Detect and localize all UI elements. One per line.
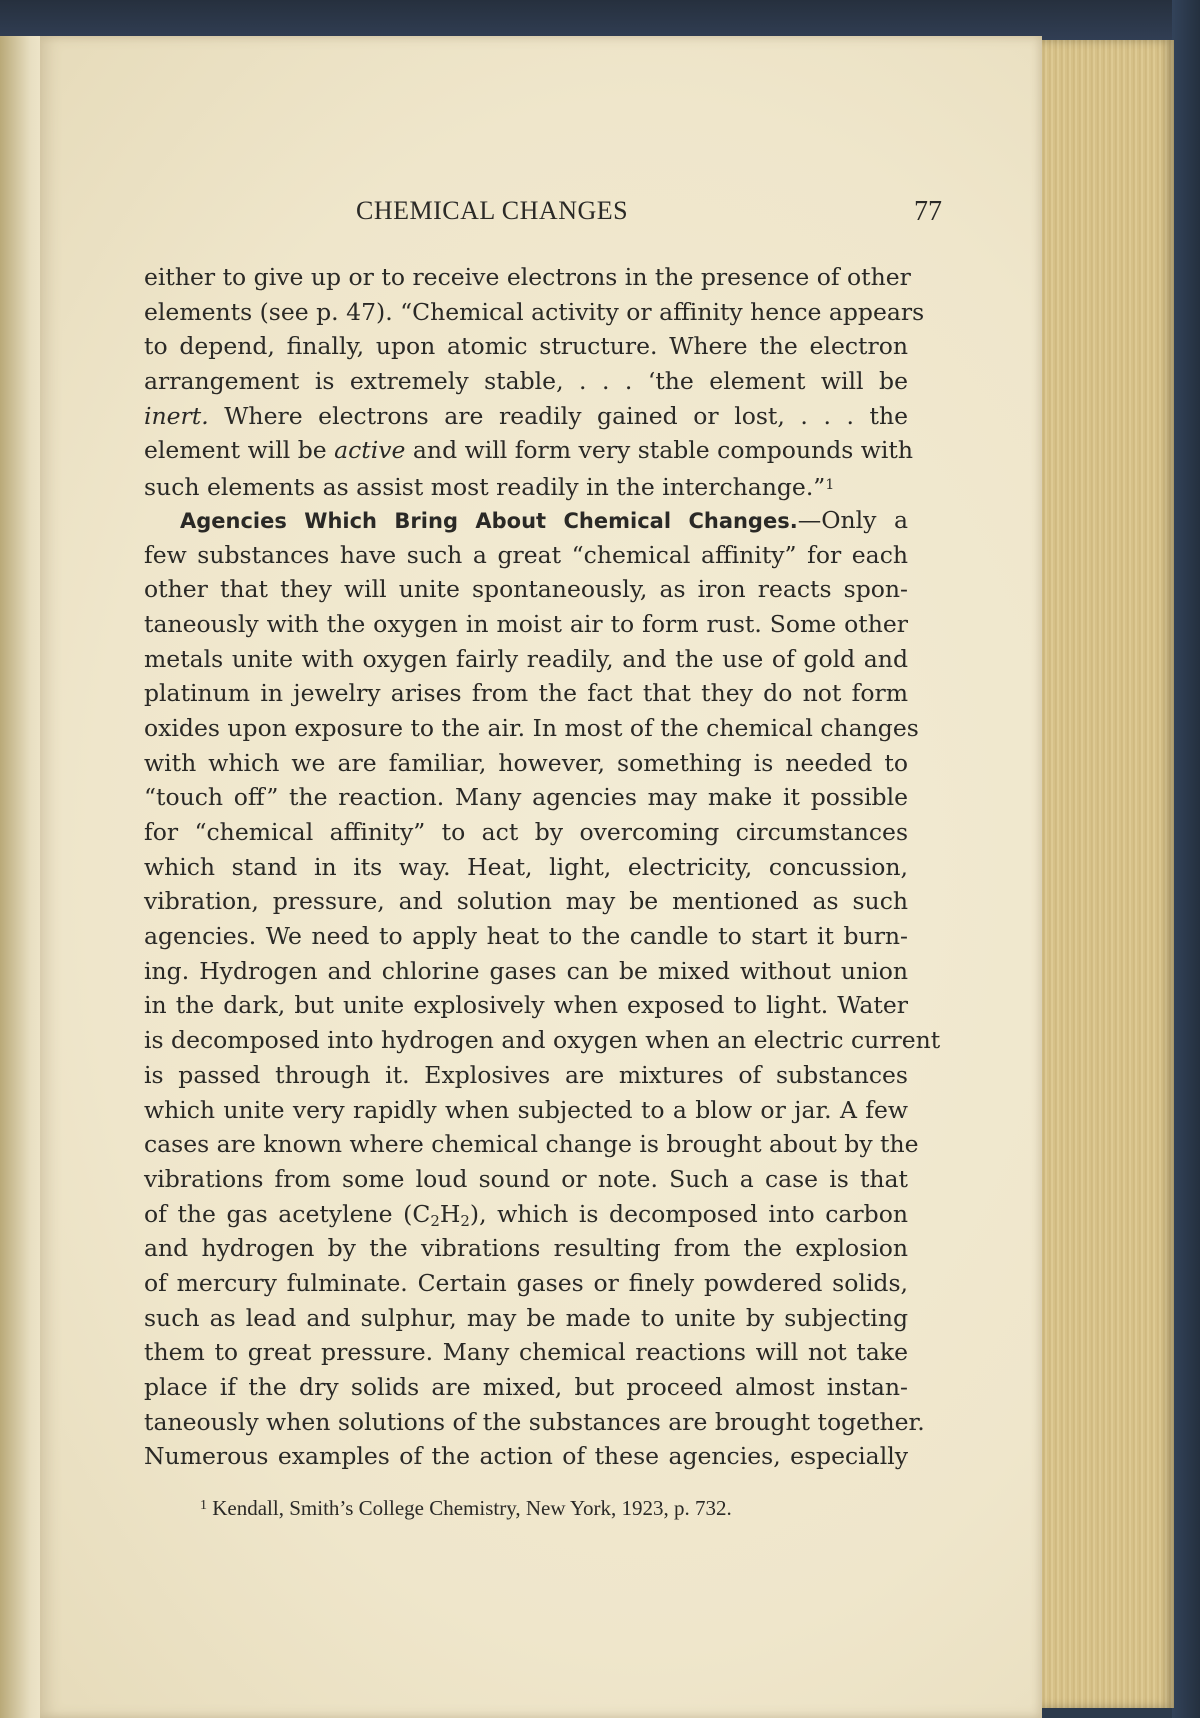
text-line: ing. Hydrogen and chlorine gases can be mixed without union xyxy=(144,956,908,985)
text-line xyxy=(144,503,908,538)
footnote-text: Kendall, Smith’s College Chemistry, New York, 1923, p. 732. xyxy=(212,1496,732,1520)
footnote-reference: 1 xyxy=(825,477,835,494)
text-line: for “chemical affinity” to act by overcoming circumstances xyxy=(144,818,908,846)
text-line: taneously when solutions of the substances are brought together. xyxy=(144,1407,925,1436)
text-line: taneously with the oxygen in moist air to form rust. Some other xyxy=(144,609,908,638)
text-line: is passed through it. Explosives are mixtures of substances xyxy=(144,1060,908,1089)
italic-term: active xyxy=(334,436,406,465)
text-line: is decomposed into hydrogen and oxygen when an electric current xyxy=(144,1026,941,1055)
left-page-gutter xyxy=(0,36,44,1718)
text-line: to depend, finally, upon atomic structure. Where the electron xyxy=(144,332,908,361)
text-line xyxy=(144,1197,908,1232)
text-run: ), which is decomposed into carbon xyxy=(469,1199,908,1228)
text-line: vibration, pressure, and solution may be mentioned as such xyxy=(144,887,908,916)
text-line: agencies. We need to apply heat to the candle to start it burn- xyxy=(144,922,908,951)
text-run: H xyxy=(439,1199,461,1228)
text-run: such elements as assist most readily in the interchange.” xyxy=(144,473,826,502)
chemical-subscript: 2 xyxy=(430,1211,440,1230)
text-line: platinum in jewelry arises from the fact that they do not form xyxy=(144,679,908,708)
text-line: such as lead and sulphur, may be made to unite by subjecting xyxy=(144,1303,908,1332)
text-line: which unite very rapidly when subjected to a blow or jar. A few xyxy=(144,1095,908,1124)
text-line: either to give up or to receive electrons in the presence of other xyxy=(144,263,911,291)
text-line: few substances have such a great “chemical affinity” for each xyxy=(144,540,908,569)
text-line: cases are known where chemical change is brought about by the xyxy=(144,1130,919,1159)
text-run: of the gas acetylene (C xyxy=(144,1199,431,1228)
text-line: “touch off” the reaction. Many agencies may make it possible xyxy=(144,783,908,812)
text-line: Numerous examples of the action of these agencies, especially xyxy=(144,1442,908,1471)
page-edges xyxy=(1040,40,1174,1708)
italic-term: inert. xyxy=(144,401,209,430)
book-cover-spine-edge xyxy=(1172,0,1200,1718)
text-line: in the dark, but unite explosively when exposed to light. Water xyxy=(144,991,908,1020)
text-line: metals unite with oxygen fairly readily, and the use of gold and xyxy=(144,644,908,673)
footnote-mark: 1 xyxy=(200,1498,207,1513)
text-line: place if the dry solids are mixed, but proceed almost instan- xyxy=(144,1373,908,1401)
text-line: with which we are familiar, however, something is needed to xyxy=(144,748,908,777)
text-line: vibrations from some loud sound or note. Such a case is that xyxy=(144,1164,908,1193)
running-head-title: CHEMICAL CHANGES xyxy=(356,196,629,225)
text-line: and hydrogen by the vibrations resulting from the explosion xyxy=(144,1234,908,1263)
text-line: arrangement is extremely stable, . . . ‘the element will be xyxy=(144,367,908,396)
chemical-subscript: 2 xyxy=(460,1211,470,1230)
text-run: Where electrons are readily gained or lost, . . . the xyxy=(208,401,908,430)
book-page xyxy=(40,36,1042,1718)
section-run-in-heading: Agencies Which Bring About Chemical Changes. xyxy=(180,508,798,533)
text-run: element will be xyxy=(144,436,335,465)
text-line: which stand in its way. Heat, light, electricity, concussion, xyxy=(144,852,908,881)
text-line xyxy=(144,433,913,468)
text-run: —Only a xyxy=(797,505,908,534)
text-line xyxy=(144,468,908,503)
text-line xyxy=(144,399,908,434)
page-number: 77 xyxy=(914,196,942,227)
text-line: oxides upon exposure to the air. In most of the chemical changes xyxy=(144,713,919,742)
text-line: them to great pressure. Many chemical reactions will not take xyxy=(144,1338,908,1367)
text-line: other that they will unite spontaneously, as iron reacts spon- xyxy=(144,575,908,604)
footnote xyxy=(200,1492,900,1522)
text-run: and will form very stable compounds with xyxy=(405,436,913,465)
running-head xyxy=(356,194,942,234)
text-line: of mercury fulminate. Certain gases or finely powdered solids, xyxy=(144,1268,908,1297)
text-line: elements (see p. 47). “Chemical activity or affinity hence appears xyxy=(144,297,925,326)
body-text xyxy=(144,260,941,1474)
